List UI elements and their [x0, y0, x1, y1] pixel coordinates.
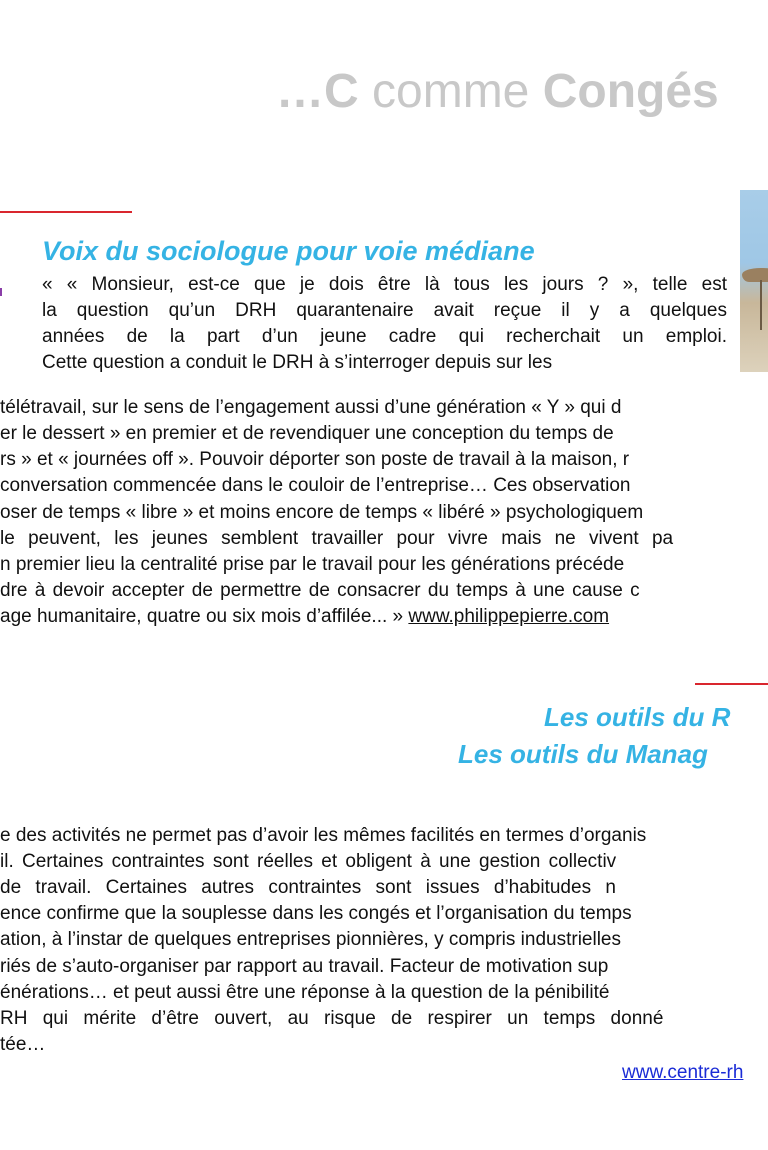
- sociologue-line-9: oser de temps « libre » et moins encore de temps « libéré » psychologiquem: [0, 502, 644, 523]
- sociologue-heading: Voix du sociologue pour voie médiane: [42, 236, 535, 266]
- sociologue-line-6: er le dessert » en premier et de revendiquer une conception du temps de: [0, 423, 614, 444]
- sociologue-line-7: rs » et « journées off ». Pouvoir déporter son poste de travail à la maison, r: [0, 449, 630, 470]
- sociologue-line-12: dre à devoir accepter de permettre de consacrer du temps à une cause c: [0, 580, 640, 601]
- centre-rh-link[interactable]: www.centre-rh: [622, 1062, 744, 1083]
- beach-photo: [740, 190, 768, 372]
- philippepierre-link[interactable]: www.philippepierre.com: [408, 606, 610, 627]
- outils-line-8: RH qui mérite d’être ouvert, au risque de respirer un temps donné: [0, 1008, 664, 1029]
- page-title: [276, 64, 719, 119]
- top-left-rule: [0, 211, 132, 213]
- sociologue-line-13: [0, 604, 609, 630]
- outils-line-5: ation, à l’instar de quelques entreprises pionnières, y compris industrielles: [0, 929, 621, 950]
- sociologue-line-2: la question qu’un DRH quarantenaire avait reçue il y a quelques: [42, 300, 727, 321]
- centre-rh-link-row: [622, 1060, 743, 1086]
- sociologue-line-13-text: age humanitaire, quatre ou six mois d’affilée... »: [0, 606, 409, 627]
- outils-heading-2: Les outils du Manag: [458, 739, 708, 769]
- sociologue-line-8: conversation commencée dans le couloir de l’entreprise… Ces observation: [0, 475, 631, 496]
- sociologue-line-1: « « Monsieur, est-ce que je dois être là tous les jours ? », telle est: [42, 274, 727, 295]
- sociologue-line-5: télétravail, sur le sens de l’engagement aussi d’une génération « Y » qui d: [0, 397, 622, 418]
- right-rule: [695, 683, 768, 685]
- outils-line-1: e des activités ne permet pas d’avoir les mêmes facilités en termes d’organis: [0, 825, 647, 846]
- umbrella-pole: [760, 280, 762, 330]
- sociologue-line-10: le peuvent, les jeunes semblent travailler pour vivre mais ne vivent pa: [0, 528, 674, 549]
- outils-line-6: riés de s’auto-organiser par rapport au travail. Facteur de motivation sup: [0, 956, 609, 977]
- sociologue-line-4: Cette question a conduit le DRH à s’interroger depuis sur les: [42, 352, 553, 373]
- umbrella-shape: [742, 268, 768, 282]
- outils-line-2: il. Certaines contraintes sont réelles et obligent à une gestion collectiv: [0, 851, 617, 872]
- sociologue-line-3: années de la part d’un jeune cadre qui recherchait un emploi.: [42, 326, 727, 347]
- side-mark: [0, 288, 2, 296]
- outils-heading-1: Les outils du R: [544, 702, 731, 732]
- outils-line-3: de travail. Certaines autres contraintes sont issues d’habitudes n: [0, 877, 616, 898]
- sociologue-line-11: n premier lieu la centralité prise par le travail pour les générations précéde: [0, 554, 625, 575]
- title-middle: comme: [358, 65, 543, 118]
- title-prefix: …C: [276, 65, 359, 118]
- outils-line-9: tée…: [0, 1034, 46, 1055]
- title-word: Congés: [542, 65, 719, 118]
- outils-line-4: ence confirme que la souplesse dans les congés et l’organisation du temps: [0, 903, 632, 924]
- outils-line-7: énérations… et peut aussi être une réponse à la question de la pénibilité: [0, 982, 610, 1003]
